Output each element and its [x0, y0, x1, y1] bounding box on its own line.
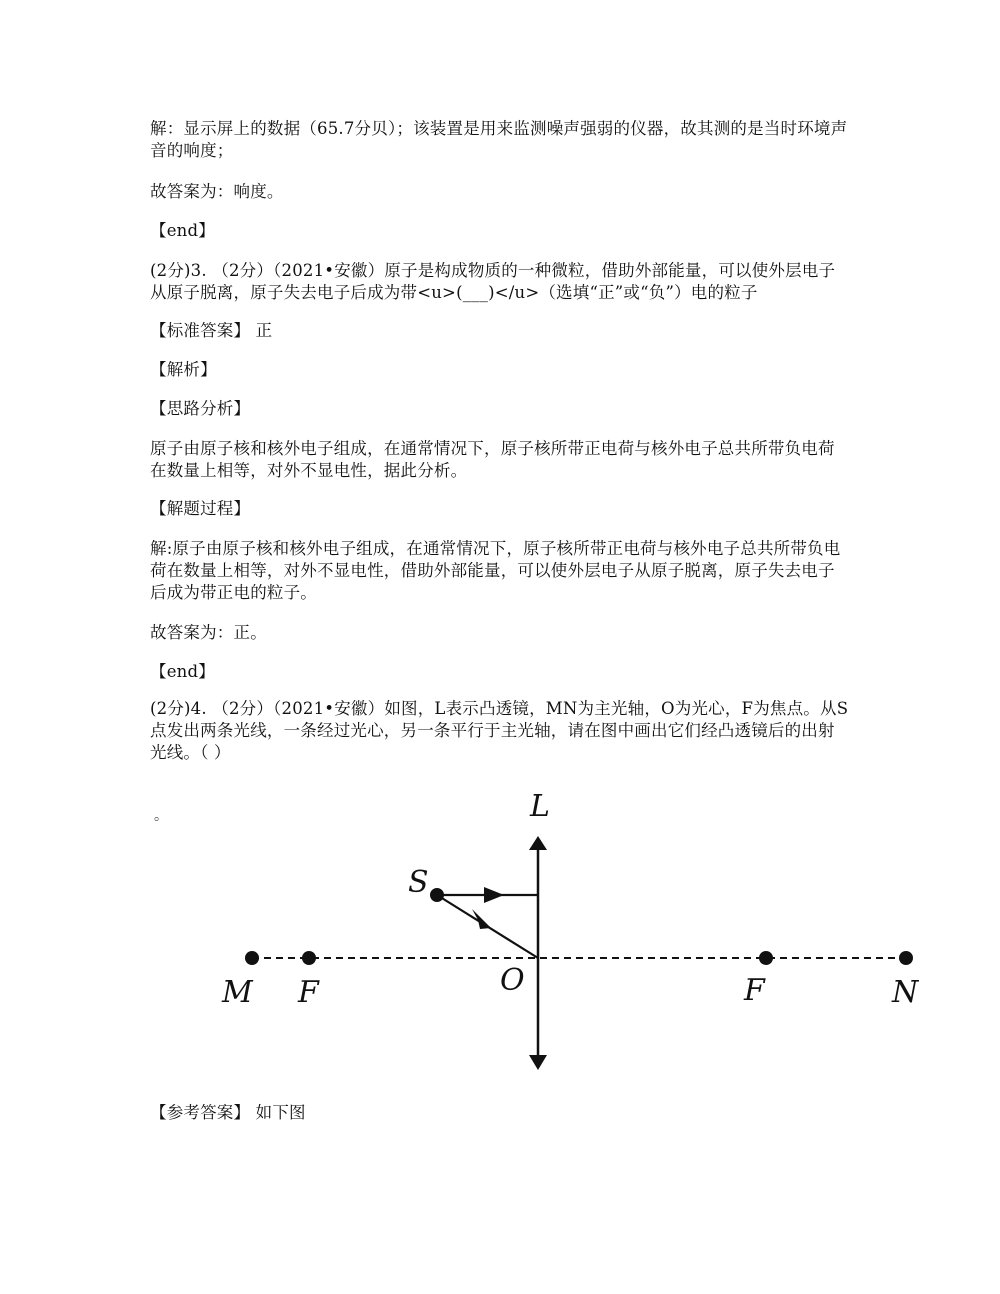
solution-heading-q3: 【解题过程】: [150, 499, 251, 518]
end-marker-q3: 【end】: [150, 662, 215, 681]
label-m: M: [222, 975, 253, 1010]
point-right-focus: [759, 951, 773, 965]
lens-top-arrow-icon: [529, 836, 547, 850]
lens-bottom-arrow-icon: [529, 1055, 547, 1070]
thinking-heading-q3: 【思路分析】: [150, 399, 251, 418]
label-s: S: [408, 865, 429, 900]
point-left-focus: [302, 951, 316, 965]
stray-mark: 。: [154, 808, 168, 824]
standard-answer-q3: 【标准答案】 正: [150, 321, 273, 340]
question-4: (2分)4. （2分）（2021•安徽）如图，L表示凸透镜，MN为主光轴，O为光心，F为焦点。从S点发出两条光线，一条经过光心，另一条平行于主光轴，请在图中画出它们经凸透镜后的出射光线。（ ）: [150, 699, 849, 762]
answer-line-q3: 故答案为：正。: [150, 623, 267, 642]
thinking-text-q3: 原子由原子核和核外电子组成，在通常情况下，原子核所带正电荷与核外电子总共所带负电荷在数量上相等，对外不显电性，据此分析。: [150, 439, 835, 480]
reference-answer-q4: 【参考答案】 如下图: [150, 1103, 306, 1122]
label-right-f: F: [744, 973, 765, 1008]
analysis-heading-q3: 【解析】: [150, 360, 217, 379]
answer-explanation-q2: 解：显示屏上的数据（65.7分贝）；该装置是用来监测噪声强弱的仪器，故其测的是当时环境声音的响度；: [150, 119, 848, 160]
point-s: [430, 888, 444, 902]
question-3: (2分)3. （2分）（2021•安徽）原子是构成物质的一种微粒，借助外部能量，可以使外层电子从原子脱离，原子失去电子后成为带<u>(___)</u>（选填“正”或“负”）电的粒子: [150, 261, 836, 302]
label-o: O: [500, 963, 525, 998]
point-n: [899, 951, 913, 965]
parallel-ray-arrow-icon: [484, 887, 504, 903]
label-l: L: [530, 789, 550, 824]
label-n: N: [892, 975, 919, 1010]
solution-text-q3: 解:原子由原子核和核外电子组成，在通常情况下，原子核所带正电荷与核外电子总共所带负电荷在数量上相等，对外不显电性，借助外部能量，可以使外层电子从原子脱离，原子失去电子后成为带正电的粒子。: [150, 539, 841, 602]
convex-lens-figure: [150, 780, 930, 1090]
answer-line-q2: 故答案为：响度。: [150, 182, 284, 201]
label-left-f: F: [298, 975, 319, 1010]
end-marker-q2: 【end】: [150, 221, 215, 240]
point-m: [245, 951, 259, 965]
